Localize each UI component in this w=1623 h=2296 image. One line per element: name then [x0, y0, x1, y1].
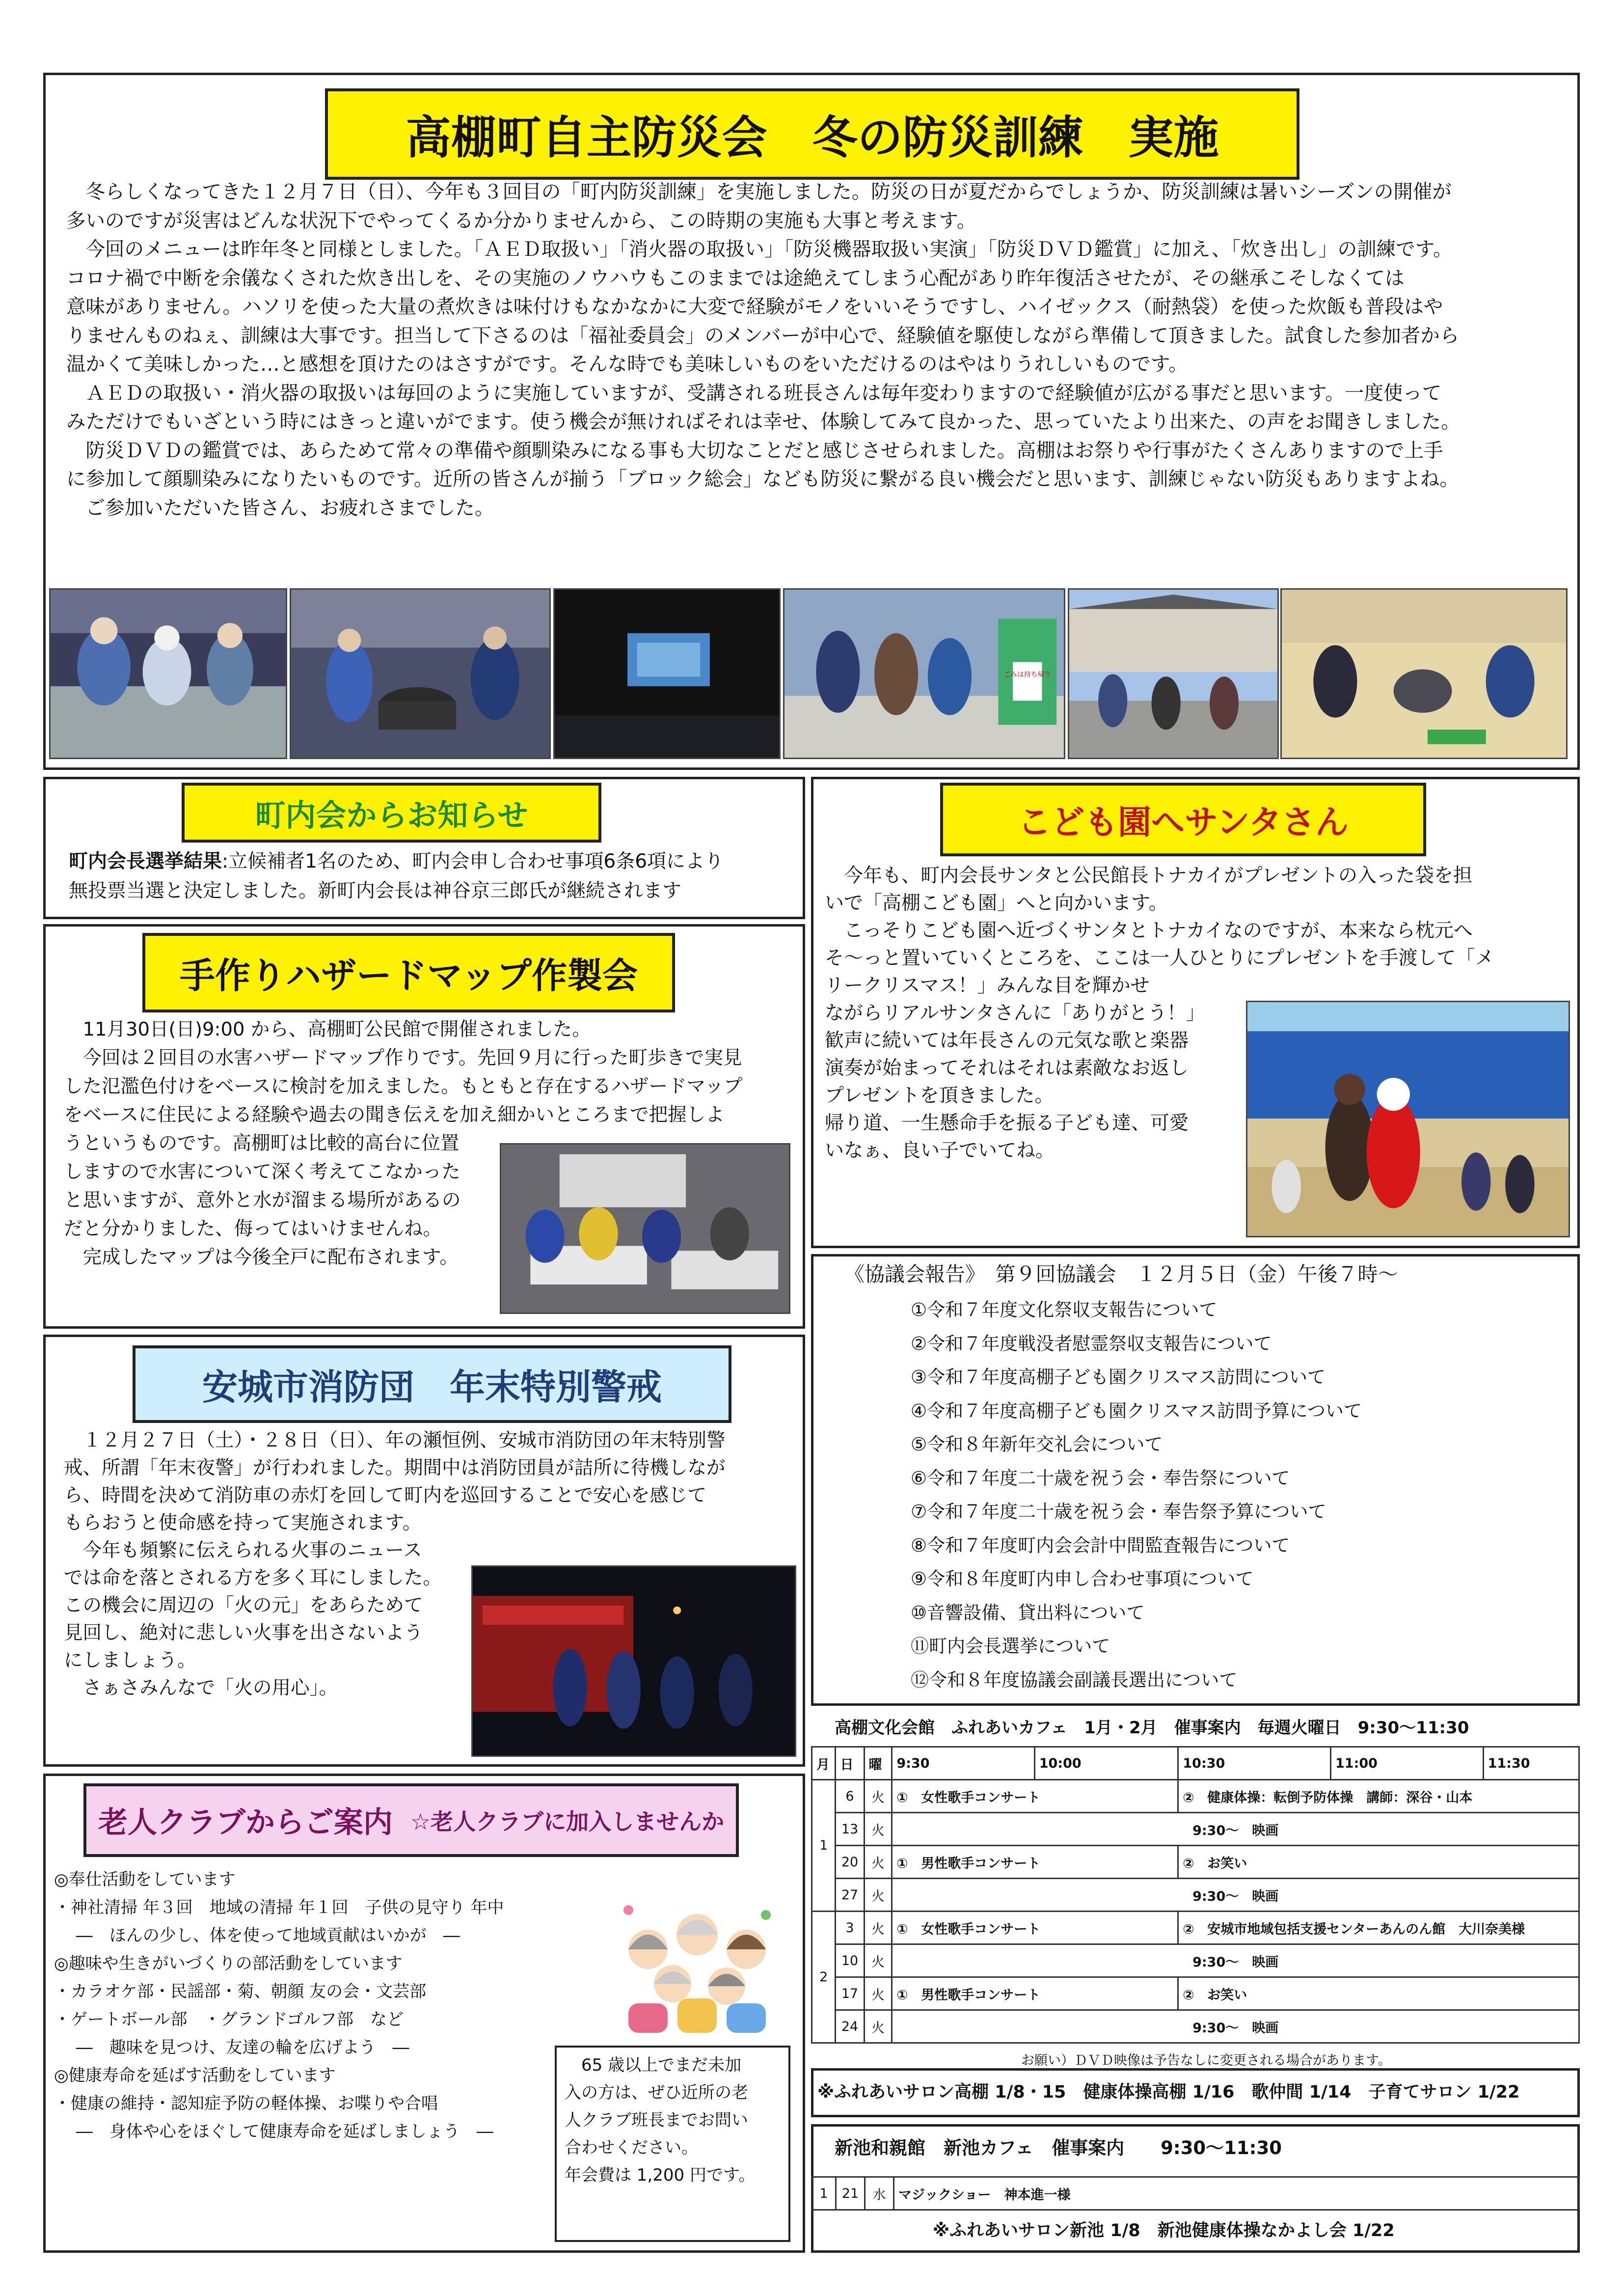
drill-line: 防災ＤＶＤの鑑賞では、あらためて常々の準備や顔馴染みになる事も大切なことだと感じさせられました。高棚はお祭りや行事がたくさんありますので上手	[66, 439, 1443, 462]
council-item: ⑫令和８年度協議会副議長選出について	[911, 1669, 1238, 1691]
photo-fire-night	[471, 1565, 796, 1757]
cafe-dow: 火	[864, 1813, 892, 1846]
fire-line: にしましょう。	[64, 1649, 196, 1671]
santa-line: いなぁ、良い子でいてね。	[825, 1140, 1055, 1162]
notice-title: 町内会からお知らせ	[182, 783, 601, 843]
shinike-salon: ※ふれあいサロン新池 1/8 新池健康体操なかよし会 1/22	[933, 2221, 1395, 2241]
photo-aed	[1280, 588, 1568, 759]
fire-line: ら、時間を決めて消防車の赤灯を回して町内を巡回することで安心を感じて	[64, 1484, 707, 1506]
cafe-day: 13	[836, 1813, 864, 1846]
cafe-event: 健康体操：転倒予防体操 講師：深谷・山本	[1207, 1790, 1473, 1805]
photo-pot	[290, 588, 551, 759]
join-line: 65 歳以上でまだ未加	[565, 2055, 742, 2075]
seniors-body	[54, 1866, 504, 2146]
seniors-line: ◎趣味や生きがいづくりの部活動をしています	[54, 1954, 403, 1973]
drill-line: りませんものねぇ、訓練は大事です。担当して下さるのは「福祉委員会」のメンバーが中心で、経験値を駆使しながら準備して頂きました。試食した参加者から	[66, 324, 1460, 347]
cafe-event: 男性歌手コンサート	[921, 1987, 1041, 2003]
cafe-num: ①	[896, 1987, 908, 2003]
seniors-line: ・カラオケ部・民謡部・菊、朝顔 友の会・文芸部	[54, 1982, 427, 2001]
cafe-header-cell: 9:30	[892, 1747, 1034, 1780]
election-text: :立候補者1名のため、町内会申し合わせ事項6条6項により	[222, 850, 724, 873]
cafe-row	[812, 2010, 1579, 2043]
cafe-dow: 火	[864, 1912, 892, 1944]
cafe-header-cell: 10:00	[1034, 1747, 1178, 1780]
cafe-dow: 火	[864, 1780, 892, 1813]
cafe-day: 24	[836, 2010, 864, 2043]
fire-line: 見回し、絶対に悲しい火事を出さないよう	[64, 1622, 423, 1644]
cafe-day: 20	[836, 1846, 864, 1879]
santa-line: そ～っと置いていくところを、ここは一人ひとりにプレゼントを手渡して「メ	[825, 947, 1494, 969]
cafe-num: ②	[1183, 1790, 1194, 1805]
drill-closing: ご参加いただいた皆さん、お疲れさまでした。	[66, 496, 494, 519]
cafe-row	[812, 1879, 1579, 1912]
drill-line: に参加して顔馴染みになりたいものです。近所の皆さんが揃う「ブロック総会」なども防災に繋がる良い機会だと思います、訓練じゃない防災もありますよね。	[66, 468, 1459, 491]
seniors-illustration	[609, 1890, 785, 2038]
hazard-line: 完成したマップは今後全戸に配布されます。	[64, 1246, 459, 1268]
seniors-line: ― ほんの少し、体を使って地域貢献はいかが ―	[54, 1926, 460, 1945]
seniors-subtitle: ☆老人クラブに加入しませんか	[410, 1808, 725, 1835]
hazard-line: うというものです。高棚町は比較的高台に位置	[64, 1132, 460, 1154]
shinike-header: 新池和親館 新池カフェ 催事案内 9:30～11:30	[835, 2137, 1282, 2159]
council-item: ⑤令和８年新年交礼会について	[911, 1434, 1163, 1455]
notice-line-2: 無投票当選と決定しました。新町内会長は神谷京三郎氏が継続されます	[69, 880, 682, 902]
seniors-line: ・神社清掃 年３回 地域の清掃 年１回 子供の見守り 年中	[54, 1898, 504, 1917]
fire-title: 安城市消防団 年末特別警戒	[133, 1345, 731, 1423]
cafe-dow: 火	[864, 2010, 892, 2043]
cafe-header-cell: 11:00	[1331, 1747, 1484, 1780]
council-item: ⑦令和７年度二十歳を祝う会・奉告祭予算について	[911, 1501, 1326, 1522]
santa-line: 歓声に続いては年長さんの元気な歌と楽器	[825, 1030, 1189, 1052]
cafe-day: 17	[836, 1977, 864, 2010]
santa-line: プレゼントを頂きました。	[825, 1085, 1054, 1107]
council-item: ⑥令和７年度二十歳を祝う会・奉告祭について	[911, 1467, 1290, 1489]
poster-text: ごみは持ち帰り	[1003, 670, 1052, 679]
fire-line: さぁさみんなで「火の用心」。	[64, 1677, 338, 1699]
council-item: ①令和７年度文化祭収支報告について	[911, 1299, 1217, 1320]
join-text	[565, 2051, 755, 2189]
cafe-header-cell: 日	[836, 1747, 864, 1780]
cafe-header-cell: 月	[812, 1747, 836, 1780]
council-item: ⑩音響設備、貸出料について	[911, 1602, 1145, 1623]
drill-line: ＡＥＤの取扱い・消火器の取扱いは毎回のように実施していますが、受講される班長さんは毎年変わりますので経験値が広がる事だと思います。一度使って	[66, 382, 1442, 405]
salon-text: ※ふれあいサロン高棚 1/8・15 健康体操高棚 1/16 歌仲間 1/14 子育てサロン 1/22	[817, 2082, 1520, 2102]
cafe-note: お願い）ＤＶＤ映像は予告なしに変更される場合があります。	[1021, 2053, 1391, 2068]
fire-line: では命を落とされる方を多く耳にしました。	[64, 1567, 442, 1589]
cafe-num: ①	[896, 1790, 908, 1805]
cafe-event: 安城市地域包括支援センターあんのん館 大川奈美様	[1207, 1921, 1525, 1937]
santa-line: 今年も、町内会長サンタと公民館長トナカイがプレゼントの入った袋を担	[825, 865, 1472, 887]
notice-line-1	[69, 847, 724, 876]
photo-hazard-meeting	[500, 1143, 790, 1314]
shinike-day: 21	[836, 2177, 865, 2210]
seniors-line: ・健康の維持・認知症予防の軽体操、お喋りや合唱	[54, 2094, 438, 2113]
santa-line: ながらリアルサンタさんに「ありがとう！」	[825, 1002, 1205, 1024]
council-header: 《協議会報告》 第９回協議会 １２月５日（金）午後７時～	[844, 1262, 1398, 1286]
cafe-day: 10	[836, 1944, 864, 1977]
cafe-event: 女性歌手コンサート	[921, 1921, 1041, 1937]
seniors-line: ― 趣味を見つけ、友達の輪を広げよう ―	[54, 2038, 409, 2057]
join-line: 年会費は 1,200 円です。	[565, 2165, 756, 2185]
cafe-row	[812, 1813, 1579, 1846]
cafe-row	[812, 1977, 1579, 2010]
fire-line: １２月２７日（土）・２８日（日）、年の瀬恒例、安城市消防団の年末特別警	[64, 1429, 726, 1451]
cafe-num: ②	[1183, 1856, 1194, 1871]
hazard-line: と思いますが、意外と水が溜まる場所があるの	[64, 1189, 461, 1211]
santa-line: こっそりこども園へ近づくサンタとトナカイなのですが、本来なら枕元へ	[825, 920, 1473, 942]
council-item: ⑪町内会長選挙について	[911, 1636, 1110, 1657]
drill-title: 高棚町自主防災会 冬の防災訓練 実施	[325, 88, 1299, 180]
santa-line: 帰り道、一生懸命手を振る子ども達、可愛	[825, 1112, 1189, 1134]
cafe-row	[812, 1780, 1579, 1813]
santa-line: 演奏が始まってそれはそれは素敵なお返し	[825, 1057, 1189, 1079]
seniors-line: ・ゲートボール部 ・グランドゴルフ部 など	[54, 2010, 404, 2029]
santa-line: リークリスマス！」みんな目を輝かせ	[825, 975, 1150, 997]
cafe-event: 男性歌手コンサート	[921, 1856, 1041, 1871]
cafe-event: 9:30～ 映画	[892, 2010, 1579, 2043]
cafe-event: 9:30～ 映画	[892, 1879, 1579, 1912]
hazard-line: した氾濫色付けをベースに検討を加えました。もともと存在するハザードマップ	[64, 1075, 743, 1097]
fire-line: もらおうと使命感を持って実施されます。	[64, 1512, 422, 1534]
hazard-line: をベースに住民による経験や過去の聞き伝えを加え細かいところまで把握しよ	[64, 1104, 725, 1126]
seniors-line: ◎奉仕活動をしています	[54, 1870, 236, 1889]
hazard-line: だと分かりました、侮ってはいけませんね。	[64, 1218, 442, 1240]
shinike-table	[811, 2176, 1580, 2211]
council-item: ⑨令和８年度町内申し合わせ事項について	[911, 1568, 1254, 1589]
shinike-row	[812, 2177, 1579, 2210]
council-item: ②令和７年度戦没者慰霊祭収支報告について	[911, 1333, 1272, 1354]
shinike-month: 1	[812, 2177, 836, 2210]
hazard-title: 手作りハザードマップ作製会	[142, 933, 675, 1012]
cafe-header: 高棚文化会館 ふれあいカフェ 1月・2月 催事案内 毎週火曜日 9:30～11:30	[835, 1718, 1469, 1738]
fire-line: 今年も頻繁に伝えられる火事のニュース	[64, 1539, 422, 1561]
drill-line: 多いのですが災害はどんな状況下でやってくるか分かりませんから、この時期の実施も大事と考えます。	[66, 209, 976, 232]
cafe-day: 6	[836, 1780, 864, 1813]
cafe-event: 女性歌手コンサート	[921, 1790, 1041, 1805]
photo-cooking	[49, 588, 287, 759]
drill-line: 冬らしくなってきた１２月７日（日）、今年も３回目の「町内防災訓練」を実施しました。防災の日が夏だからでしょうか、防災訓練は暑いシーズンの開催が	[66, 181, 1452, 203]
council-agenda	[911, 1293, 1362, 1697]
cafe-header-row	[812, 1747, 1579, 1780]
cafe-header-cell: 11:30	[1483, 1747, 1579, 1780]
join-line: 人クラブ班長までお問い	[565, 2110, 748, 2130]
cafe-header-cell: 10:30	[1178, 1747, 1331, 1780]
drill-line: みただけでもいざという時にはきっと違いがでます。使う機会が無ければそれは幸せ、体験してみて良かった、思っていたより出来た、の声をお聞きしました。	[66, 410, 1461, 433]
join-line: 入の方は、ぜひ近所の老	[565, 2083, 748, 2103]
hazard-line: 11月30日(日)9:00 から、高棚町公民館で開催されました。	[64, 1018, 591, 1040]
cafe-row	[812, 1944, 1579, 1977]
join-line: 合わせください。	[565, 2138, 698, 2158]
cafe-row	[812, 1846, 1579, 1879]
santa-title: こども園へサンタさん	[940, 783, 1426, 856]
cafe-schedule-table	[811, 1746, 1580, 2044]
cafe-dow: 火	[864, 1879, 892, 1912]
cafe-dow: 火	[864, 1846, 892, 1879]
council-item: ④令和７年度高棚子ども園クリスマス訪問予算について	[911, 1400, 1362, 1421]
fire-line: 戒、所謂「年末夜警」が行われました。期間中は消防団員が詰所に待機しなが	[64, 1457, 726, 1479]
cafe-num: ②	[1183, 1987, 1194, 2003]
photo-equipment	[1068, 588, 1279, 759]
cafe-event: 9:30～ 映画	[892, 1813, 1579, 1846]
shinike-event: マジックショー 神本進一様	[894, 2177, 1579, 2210]
photo-dvd	[553, 588, 781, 759]
cafe-num: ①	[896, 1921, 908, 1937]
council-item: ③令和７年度高棚子ども園クリスマス訪問について	[911, 1367, 1325, 1388]
council-item: ⑧令和７年度町内会会計中間監査報告について	[911, 1534, 1290, 1556]
drill-body	[66, 178, 1564, 522]
cafe-num: ①	[896, 1856, 908, 1871]
cafe-month: 1	[812, 1780, 836, 1912]
seniors-title	[83, 1783, 739, 1857]
seniors-title-text: 老人クラブからご案内	[98, 1805, 393, 1840]
cafe-row	[812, 1912, 1579, 1944]
cafe-event: 9:30～ 映画	[892, 1944, 1579, 1977]
cafe-event: お笑い	[1207, 1987, 1247, 2003]
cafe-dow: 火	[864, 1944, 892, 1977]
hazard-line: しますので水害について深く考えてこなかった	[64, 1161, 460, 1183]
shinike-dow: 水	[865, 2177, 894, 2210]
photo-santa-visit	[1246, 1001, 1570, 1237]
cafe-day: 27	[836, 1879, 864, 1912]
election-label: 町内会長選挙結果	[69, 850, 222, 873]
hazard-line: 今回は２回目の水害ハザードマップ作りです。先回９月に行った町歩きで実見	[64, 1047, 742, 1069]
cafe-day: 3	[836, 1912, 864, 1944]
cafe-dow: 火	[864, 1977, 892, 2010]
drill-line: 温かくて美味しかった…と感想を頂けたのはさすがです。そんな時でも美味しいものをいただけるのはやはりうれしいものです。	[66, 353, 1188, 376]
drill-line: 今回のメニューは昨年冬と同様としました。「ＡＥＤ取扱い」「消火器の取扱い」「防災機器取扱い実演」「防災ＤＶＤ鑑賞」に加え、「炊き出し」の訓練です。	[66, 238, 1453, 261]
drill-line: コロナ禍で中断を余儀なくされた炊き出しを、その実施のノウハウもこのままでは途絶えてしまう心配があり昨年復活させたが、その継承こそしなくては	[66, 267, 1405, 290]
cafe-month: 2	[812, 1912, 836, 2043]
seniors-line: ― 身体や心をほぐして健康寿命を延ばしましょう ―	[54, 2122, 493, 2141]
seniors-line: ◎健康寿命を延ばす活動をしています	[54, 2066, 336, 2085]
photo-extinguisher	[783, 588, 1065, 759]
santa-line: いで「高棚こども園」へと向かいます。	[825, 892, 1168, 914]
cafe-event: お笑い	[1207, 1856, 1247, 1871]
cafe-header-cell: 曜	[864, 1747, 892, 1780]
cafe-num: ②	[1183, 1921, 1194, 1937]
fire-line: この機会に周辺の「火の元」をあらためて	[64, 1594, 423, 1616]
drill-line: 意味がありません。ハソリを使った大量の煮炊きは味付けもなかなかに大変で経験がモノをいいそうですし、ハイゼックス（耐熱袋）を使った炊飯も普段はや	[66, 296, 1443, 318]
